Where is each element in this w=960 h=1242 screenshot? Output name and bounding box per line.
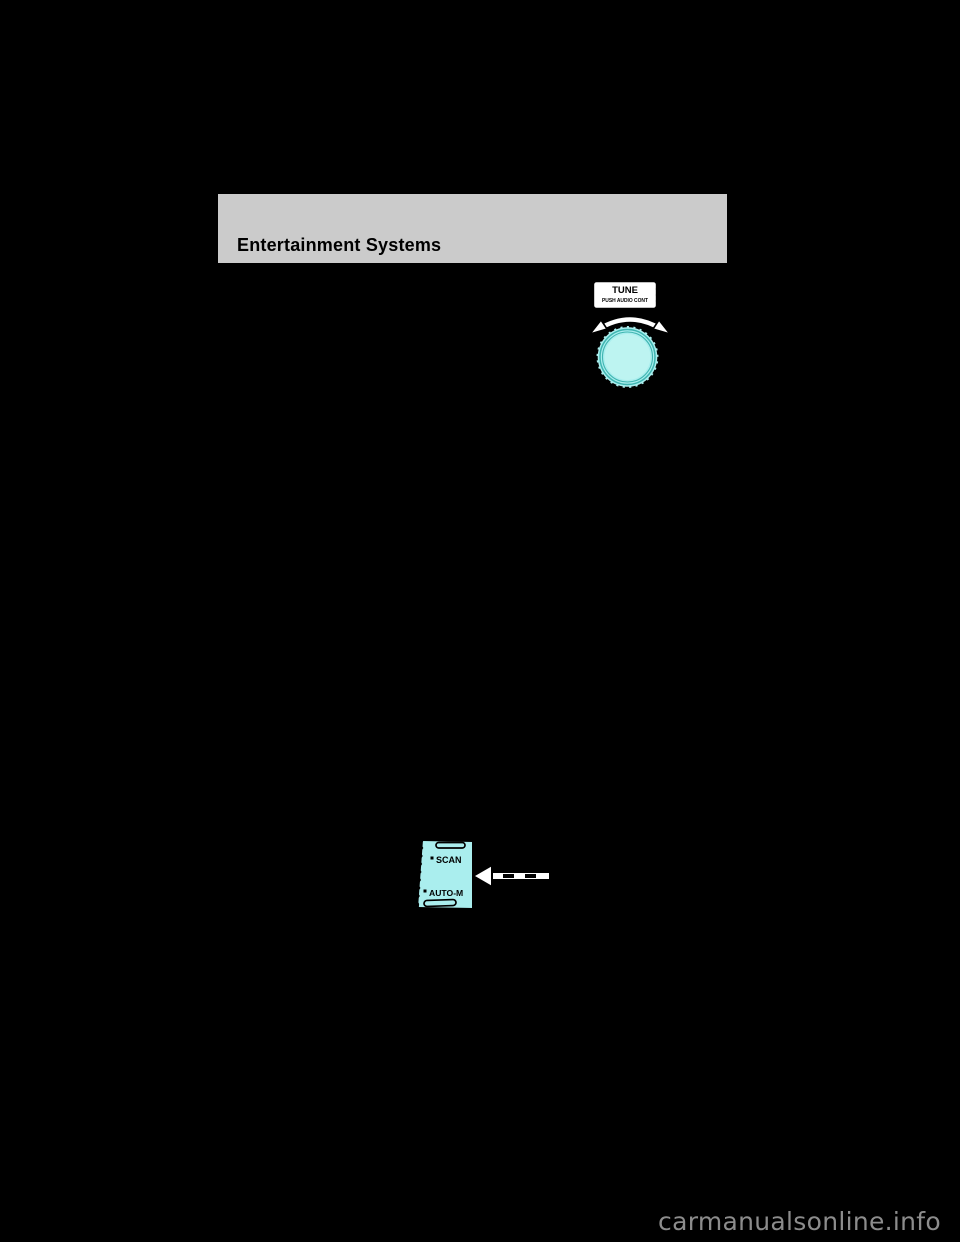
tune-label-text: TUNE: [612, 285, 638, 296]
section-header-bar: [218, 194, 727, 263]
button-slot-pill-top: [436, 843, 465, 849]
auto-m-label: AUTO-M: [429, 888, 464, 898]
scan-label: SCAN: [436, 855, 462, 865]
section-title: Entertainment Systems: [237, 235, 442, 255]
tune-sublabel-text: PUSH AUDIO CONT: [602, 298, 649, 304]
scan-indicator-icon: [431, 857, 434, 860]
tune-knob-icon: [597, 326, 659, 388]
tune-knob-label-plate: [593, 281, 660, 309]
button-slot-pill-bottom: [424, 899, 456, 906]
scan-autom-button: [416, 840, 473, 909]
auto-m-indicator-icon: [424, 890, 427, 893]
dashed-left-arrow-icon: [473, 865, 550, 887]
scan-button-illustration: [405, 832, 555, 916]
tune-knob-illustration: [585, 276, 675, 394]
watermark-text: carmanualsonline.info: [658, 1207, 941, 1236]
